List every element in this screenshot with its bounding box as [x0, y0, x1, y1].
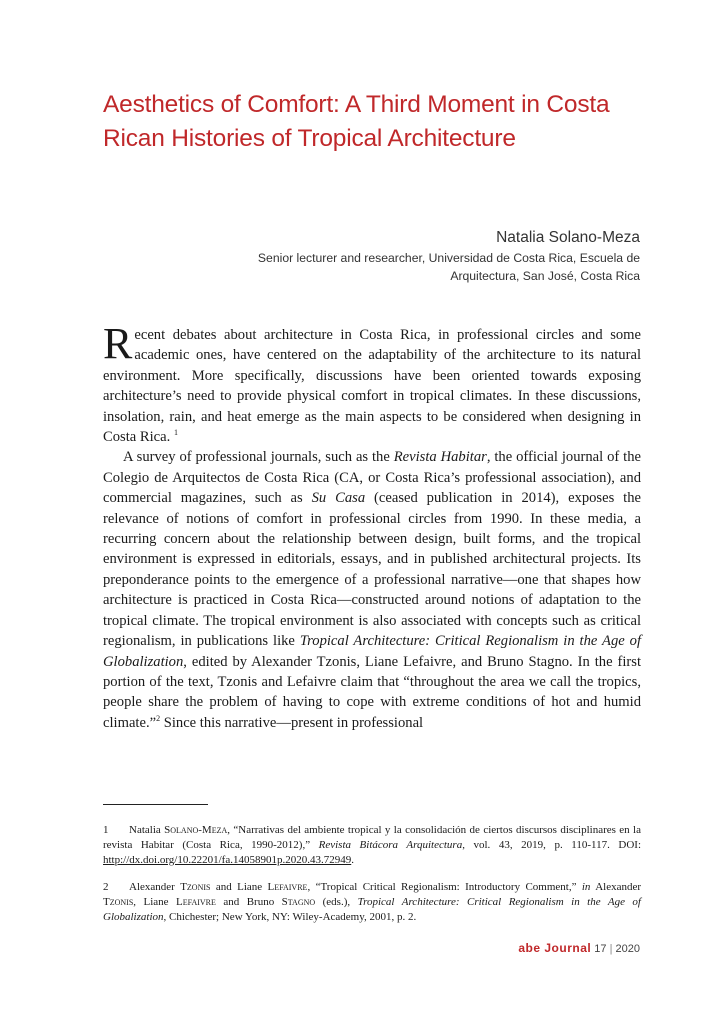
footnote-text: . — [351, 854, 354, 866]
book-title: Tropical Architecture: Critical Regionalism in the Age of Globalization — [103, 633, 641, 670]
footnote-text: , “Tropical Critical Regionalism: Introductory Comment,” — [307, 881, 582, 893]
footnote-text: , vol. 43, 2019, p. 110-117. DOI: — [462, 839, 641, 851]
footnote-text: Alexander — [129, 881, 181, 893]
journal-title: Revista Bitácora Arquitectura — [318, 839, 463, 851]
footnote-text: and Bruno — [215, 896, 282, 908]
footnote-text: , Liane — [133, 896, 176, 908]
paragraph-2-text-a: A survey of professional journals, such as the — [123, 449, 394, 466]
paragraph-2-text-c: (ceased publication in 2014), exposes the relevance of notions of comfort in professional circles from 1990. In these media, a recurring concern about the relationship between design, built forms, and the tropical environment is expressed in editorials, essays, and in published architectural projects. Its preponderance points to the emergence of a professional narrative—one that shapes how architecture is practiced in Costa Rica—constructed around notions of adaptation to the tropical climate. The tropical environment is also associated with concepts such as critical regionalism, in publications like — [103, 490, 641, 650]
magazine-title-su-casa: Su Casa — [311, 490, 366, 507]
doi-link[interactable]: http://dx.doi.org/10.22201/fa.14058901p.2020.43.72949 — [103, 854, 352, 866]
page-footer — [518, 941, 640, 955]
author-affiliation: Senior lecturer and researcher, Universidad de Costa Rica, Escuela de Arquitectura, San José, Costa Rica — [257, 251, 640, 283]
author-surname: Tzonis — [180, 881, 211, 893]
paragraph-2-text-e: Since this narrative—present in professional — [160, 714, 424, 731]
footnote-text: (eds.), — [315, 896, 358, 908]
footnote-text: Natalia — [129, 824, 165, 836]
footnote-ref-2[interactable]: 2 — [156, 713, 161, 723]
footnote-text: , Chichester; New York, NY: Wiley-Academy, 2001, p. 2. — [163, 911, 417, 923]
page-number: 17 — [594, 943, 607, 955]
paragraph-2 — [103, 447, 641, 733]
footnote-1 — [103, 823, 641, 868]
footnote-text: and Liane — [210, 881, 268, 893]
article-body — [103, 319, 641, 733]
paragraph-2-text-d: , edited by Alexander Tzonis, Liane Lefaivre, and Bruno Stagno. In the first portion of the text, Tzonis and Lefaivre claim that “throughout the area we call the tropics, people share the problem of having to cope with extreme conditions of hot and humid climate.” — [103, 653, 641, 731]
drop-cap: R — [103, 319, 133, 368]
author-surname: Stagno — [281, 896, 316, 908]
footer-separator: | — [609, 943, 613, 955]
footnote-2 — [103, 880, 641, 925]
paragraph-1-text: ecent debates about architecture in Costa Rica, in professional circles and some academic ones, have centered on the adaptability of the architecture to its natural environment. More specifically, discussions have been oriented towards exposing architecture’s need to provide physical comfort in tropical climates. In these discussions, insolation, rain, and heat emerge as the main aspects to be considered when designing in Costa Rica. — [103, 327, 641, 446]
footnote-text: in — [581, 881, 591, 893]
book-title: Tropical Architecture: Critical Regionalism in the Age of Globalization — [103, 896, 641, 923]
footnote-ref-1[interactable]: 1 — [173, 428, 178, 438]
author-surname: Solano-Meza — [164, 824, 228, 836]
footnotes — [103, 823, 641, 937]
year: 2020 — [615, 943, 640, 955]
paragraph-1 — [103, 319, 641, 447]
footnote-divider — [103, 804, 208, 805]
footnote-text: Alexander — [590, 881, 641, 893]
footnote-number: 1 — [103, 824, 109, 836]
author-surname: Lefaivre — [267, 881, 308, 893]
author-surname: Tzonis — [103, 896, 134, 908]
footnote-text: , “Narrativas del ambiente tropical y la consolidación de ciertos discursos disciplinares en la revista Habitar (Costa Rica, 1990-2012),” — [103, 824, 641, 851]
author-surname: Lefaivre — [176, 896, 216, 908]
footnote-number: 2 — [103, 881, 109, 893]
author-name: Natalia Solano-Meza — [496, 229, 640, 246]
article-title: Aesthetics of Comfort: A Third Moment in Costa Rican Histories of Tropical Architecture — [103, 91, 610, 152]
paragraph-2-text-b: , the official journal of the Colegio de Arquitectos de Costa Rica (CA, or Costa Rica’s professional association), and commercial magazines, such as — [103, 449, 641, 507]
journal-logo: abe Journal — [518, 941, 592, 955]
journal-title-habitar: Revista Habitar — [393, 449, 487, 466]
